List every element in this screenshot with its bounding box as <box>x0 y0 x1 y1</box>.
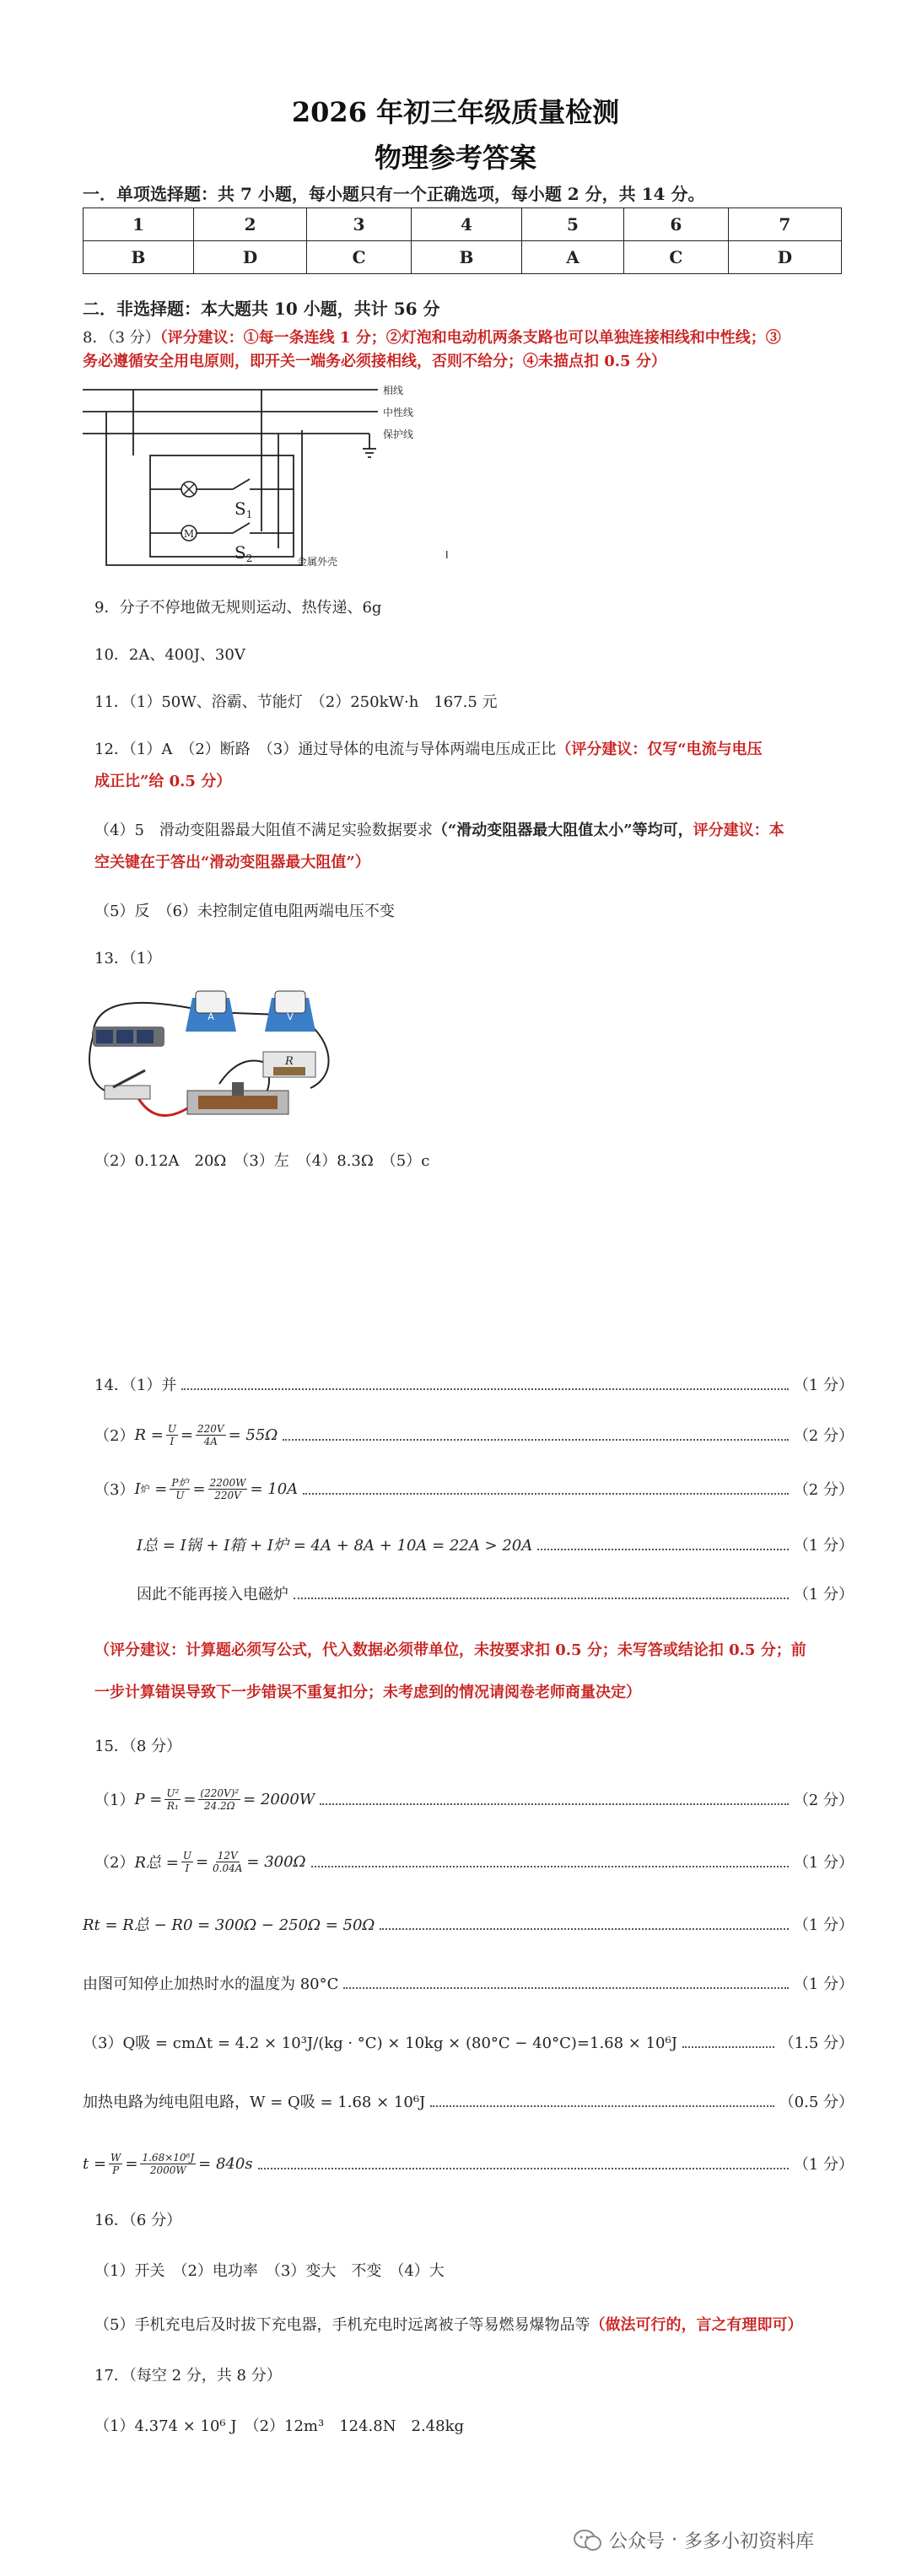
table-cell: 6 <box>623 208 728 241</box>
q16-note: （做法可行的，言之有理即可） <box>590 2316 803 2334</box>
score: （0.5 分） <box>779 2094 854 2111</box>
q12-answers: 12．（1）A （2）断路 （3）通过导体的电流与导体两端电压成正比 <box>94 741 557 758</box>
q15-row5: （3）Q吸 = cmΔt = 4.2 × 10³J/(kg · °C) × 10kg × (80°C − 40°C)=1.68 × 10⁶J （1.5 分） <box>83 2028 854 2056</box>
table-cell: 3 <box>307 208 412 241</box>
q13-label: 13．（1） <box>94 950 162 967</box>
q12-line1 <box>94 737 763 759</box>
watermark <box>574 2527 814 2553</box>
table-cell: 7 <box>728 208 841 241</box>
q13-circuit-photo <box>84 983 337 1134</box>
table-cell: 1 <box>84 208 194 241</box>
q15-row6: 加热电路为纯电阻电路，W = Q吸 = 1.68 × 10⁶J （0.5 分） <box>83 2087 854 2115</box>
q15-title: 15．（8 分） <box>94 1738 182 1755</box>
q16-line1: （1）开关 （2）电功率 （3）变大 不变 （4）大 <box>94 2262 445 2280</box>
q16-line2: （5）手机充电后及时拔下充电器，手机充电时远离被子等易燃易爆物品等（做法可行的，言之有理即可） <box>94 2316 803 2334</box>
q12-line3 <box>94 818 784 840</box>
score: （2 分） <box>793 1792 854 1809</box>
neutral-label: 中性线 <box>383 407 414 418</box>
q17-line1: （1）4.374 × 10⁶ J （2）12m³ 124.8N 2.48kg <box>94 2417 464 2435</box>
q15-row4: 由图可知停止加热时水的温度为 80°C （1 分） <box>83 1969 854 1997</box>
score: （2 分） <box>793 1427 854 1445</box>
wechat-icon <box>574 2529 602 2552</box>
q13-answers: （2）0.12A 20Ω （3）左 （4）8.3Ω （5）c <box>94 1152 430 1170</box>
live-label: 相线 <box>383 385 404 396</box>
table-cell: D <box>194 241 307 274</box>
lamp-icon <box>181 482 197 497</box>
score: （1 分） <box>793 1854 854 1872</box>
q8-wiring-diagram <box>83 371 471 574</box>
resistor-label: R <box>285 1055 294 1068</box>
score: （1 分） <box>793 2156 854 2174</box>
q14-row1: 14．（1）并 （1 分） <box>94 1370 854 1398</box>
motor-icon <box>181 525 197 541</box>
score: （1 分） <box>793 1586 854 1603</box>
metal-housing <box>150 455 294 557</box>
ammeter-label: A <box>208 1011 214 1022</box>
watermark-separator: · <box>671 2530 678 2551</box>
q14-row5: 因此不能再接入电磁炉 （1 分） <box>137 1579 854 1608</box>
answer-table <box>83 207 842 274</box>
q8-prefix: 8．（3 分） <box>83 329 160 347</box>
score: （1 分） <box>793 1377 854 1394</box>
motor-symbol: M <box>183 528 195 540</box>
exam-title: 2026 年初三年级质量检测 <box>291 96 620 128</box>
table-cell: D <box>728 241 841 274</box>
switch-icon <box>105 1070 150 1099</box>
table-cell: 5 <box>522 208 624 241</box>
switch-s1-label: $S_1$ <box>234 498 253 520</box>
q9-answer: 9．分子不停地做无规则运动、热传递、6g <box>94 599 382 617</box>
switch-s2-label: $S_2$ <box>234 542 253 564</box>
section2-heading: 二．非选择题：本大题共 10 小题，共计 56 分 <box>83 299 440 319</box>
watermark-platform: 公众号 <box>609 2531 666 2552</box>
table-cell: 4 <box>412 208 522 241</box>
table-cell: A <box>522 241 624 274</box>
q14-row4: I总 = I锅 + I箱 + I炉 = 4A + 8A + 10A = 22A > 20A （1 分） <box>137 1530 854 1559</box>
score: （2 分） <box>793 1481 854 1499</box>
watermark-account: 多多小初资料库 <box>684 2531 815 2552</box>
q12-note-line2: 成正比”给 0.5 分） <box>94 773 232 790</box>
q12-part4: （4）5 滑动变阻器最大阻值不满足实验数据要求 <box>94 822 433 839</box>
voltmeter-icon <box>265 991 315 1032</box>
score: （1 分） <box>793 1537 854 1555</box>
q8-line1 <box>83 326 781 348</box>
q14-note-line2: 一步计算错误导致下一步错误不重复扣分；未考虑到的情况请阅卷老师商量决定） <box>94 1684 641 1701</box>
ammeter-icon <box>186 991 236 1032</box>
score: （1.5 分） <box>779 2034 854 2052</box>
ground-label: 保护线 <box>383 428 414 440</box>
battery-icon <box>93 1027 164 1047</box>
answer-table-numbers <box>84 208 842 241</box>
table-cell: B <box>84 241 194 274</box>
q12-part4-note: 评分建议：本 <box>693 822 784 839</box>
q14-row3: （3） I 炉 = $\frac{\text{P炉}}{U}$ = $\frac{2200W}{220V}$ = 10A （2 分） <box>94 1476 854 1501</box>
q15-row1: （1） P = $\frac{\text{U²}}{\text{R₁}}$ = $\frac{\text{(220V)²}}{24.2\Omega}$ = 2000W （2 分） <box>94 1786 854 1812</box>
resistor-icon <box>263 1052 315 1077</box>
housing-label: 金属外壳 <box>297 556 338 568</box>
q16-title: 16．（6 分） <box>94 2212 182 2229</box>
q12-line5: （5）反 （6）未控制定值电阻两端电压不变 <box>94 903 395 920</box>
q17-title: 17．（每空 2 分，共 8 分） <box>94 2367 282 2385</box>
q10-answer: 10．2A、400J、30V <box>94 646 245 664</box>
q14-row2: （2） R = $\frac{U}{I}$ = $\frac{220V}{4A}$ = 55Ω （2 分） <box>94 1422 854 1447</box>
q8-note-line2: 务必遵循安全用电原则，即开关一端务必须接相线，否则不给分；④未描点扣 0.5 分） <box>83 353 666 370</box>
table-cell: B <box>412 241 522 274</box>
answer-table-answers <box>84 241 842 274</box>
table-cell: 2 <box>194 208 307 241</box>
section1-heading: 一．单项选择题：共 7 小题，每小题只有一个正确选项，每小题 2 分，共 14 分。 <box>83 184 705 204</box>
q15-row7: t = $\frac{W}{P}$ = $\frac{\text{1.68×10⁶J}}{2000W}$ = 840s （1 分） <box>83 2151 854 2176</box>
q15-row2: （2） R总 = $\frac{U}{I}$ = $\frac{12V}{0.04A}$ = 300Ω （1 分） <box>94 1849 854 1874</box>
voltmeter-label: V <box>287 1011 294 1022</box>
q12-note: （评分建议：仅写“电流与电压 <box>556 741 763 758</box>
table-cell: C <box>307 241 412 274</box>
q8-note-line1: （评分建议：①每一条连线 1 分；②灯泡和电动机两条支路也可以单独连接相线和中性线；③ <box>159 329 781 347</box>
score: （1 分） <box>793 1916 854 1934</box>
diagram-mark: I <box>445 549 449 561</box>
score: （1 分） <box>793 1975 854 1993</box>
q15-row3: Rt = R总 − R0 = 300Ω − 250Ω = 50Ω （1 分） <box>83 1910 854 1938</box>
answer-key-title: 物理参考答案 <box>374 142 536 174</box>
q11-answer: 11．（1）50W、浴霸、节能灯 （2）250kW·h 167.5 元 <box>94 693 498 711</box>
table-cell: C <box>623 241 728 274</box>
rheostat-icon <box>187 1082 288 1114</box>
q14-note-line1: （评分建议：计算题必须写公式，代入数据必须带单位，未按要求扣 0.5 分；未写答或结论扣 0.5 分；前 <box>94 1641 806 1659</box>
q12-part4-alt: （“滑动变阻器最大阻值太小”等均可， <box>432 822 693 839</box>
q12-note-line4: 空关键在于答出“滑动变阻器最大阻值”） <box>94 854 370 871</box>
